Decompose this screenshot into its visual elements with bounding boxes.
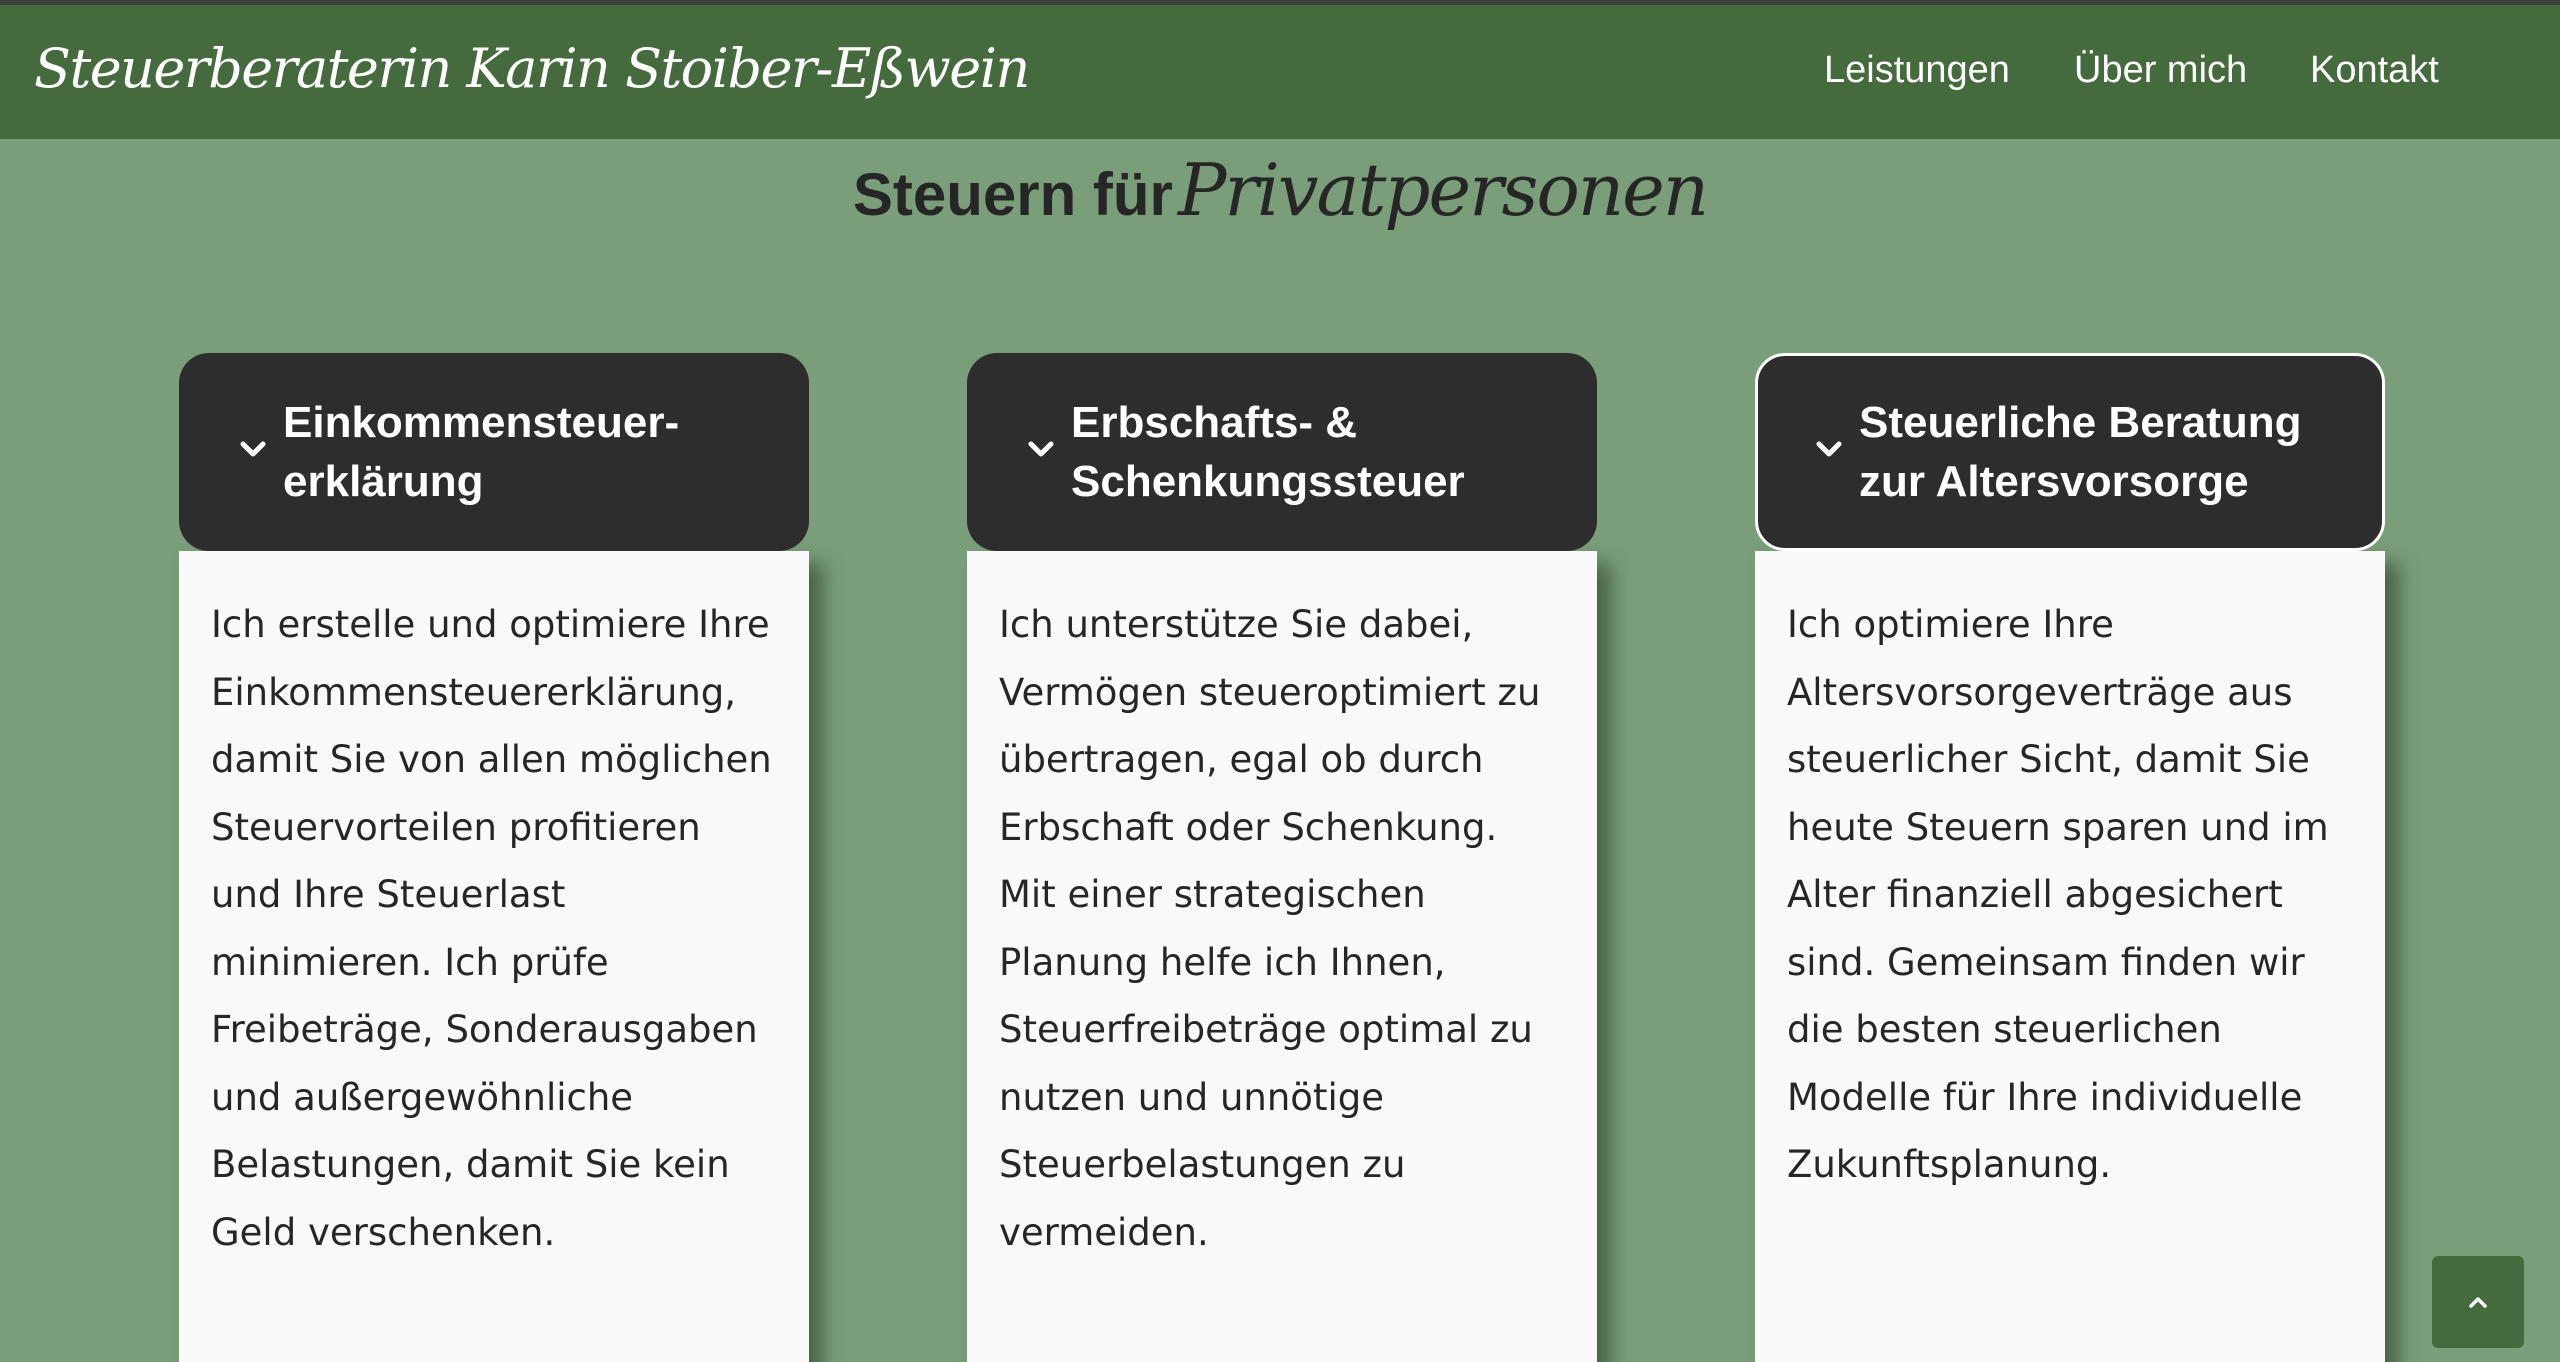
text-line: Erbschaft oder Schenkung. (999, 805, 1498, 849)
text-line: und außergewöhnliche (211, 1075, 634, 1119)
text-line: Steuerbelastungen zu (999, 1143, 1406, 1186)
card-title-line: Steuerliche Beratung (1859, 398, 2302, 447)
text-line: und Ihre Steuerlast (211, 873, 566, 916)
text-line: Vermögen steueroptimiert zu (999, 670, 1541, 714)
card-title (283, 393, 793, 511)
text-line: vermeiden. (999, 1210, 1209, 1254)
text-line: minimieren. Ich prüfe (211, 940, 609, 984)
service-card-einkommensteuer (179, 353, 809, 1362)
card-description (179, 551, 809, 1362)
text-line: sind. Gemeinsam finden wir (1787, 940, 2305, 984)
text-line: Ich erstelle und optimiere Ihre (211, 603, 770, 646)
chevron-down-icon (237, 433, 269, 465)
text-line: Steuerfreibeträge optimal zu (999, 1008, 1533, 1051)
card-title-line: Schenkungssteuer (1071, 457, 1465, 506)
card-description (1755, 551, 2385, 1362)
text-line: Einkommensteuererklärung, (211, 670, 737, 714)
scroll-to-top-button[interactable] (2432, 1256, 2524, 1348)
card-title (1859, 393, 2369, 511)
card-title (1071, 393, 1581, 511)
chevron-up-icon (2463, 1287, 2493, 1317)
text-line: die besten steuerlichen (1787, 1008, 2222, 1051)
text-line: Modelle für Ihre individuelle (1787, 1075, 2303, 1119)
text-line: Ich unterstütze Sie dabei, (999, 603, 1474, 646)
text-line: Geld verschenken. (211, 1210, 556, 1254)
text-line: Freibeträge, Sonderausgaben (211, 1008, 758, 1051)
service-card-erbschaftssteuer (967, 353, 1597, 1362)
text-line: übertragen, egal ob durch (999, 738, 1484, 781)
text-line: damit Sie von allen möglichen (211, 738, 772, 781)
site-brand[interactable]: Steuerberaterin Karin Stoiber-Eßwein (34, 37, 1029, 100)
text-line: Zukunftsplanung. (1787, 1143, 2112, 1186)
chevron-down-icon (1813, 433, 1845, 465)
nav-link-leistungen[interactable]: Leistungen (1824, 49, 2010, 91)
card-title-line: zur Altersvorsorge (1859, 457, 2249, 506)
text-line: nutzen und unnötige (999, 1075, 1384, 1119)
section-title-script: Privatpersonen (1177, 148, 1708, 232)
text-line: Mit einer strategischen (999, 873, 1426, 916)
text-line: steuerlicher Sicht, damit Sie (1787, 738, 2310, 781)
service-card-altersvorsorge (1755, 353, 2385, 1362)
site-header (0, 0, 2560, 139)
card-title-line: Erbschafts- & (1071, 398, 1358, 447)
text-line: Alter finanziell abgesichert (1787, 873, 2283, 916)
chevron-down-icon (1025, 433, 1057, 465)
nav-link-kontakt[interactable]: Kontakt (2310, 49, 2439, 91)
card-title-line: erklärung (283, 457, 484, 506)
text-line: Altersvorsorgeverträge aus (1787, 670, 2293, 714)
section-title-plain: Steuern für (852, 161, 1173, 228)
card-description (967, 551, 1597, 1362)
text-line: Ich optimiere Ihre (1787, 603, 2114, 646)
text-line: heute Steuern sparen und im (1787, 805, 2329, 849)
card-toggle-einkommensteuer[interactable] (179, 353, 809, 551)
text-line: Belastungen, damit Sie kein (211, 1143, 730, 1186)
nav-link-ueber-mich[interactable]: Über mich (2074, 49, 2248, 91)
section-title (0, 148, 2560, 232)
card-toggle-erbschaftssteuer[interactable] (967, 353, 1597, 551)
text-line: Planung helfe ich Ihnen, (999, 940, 1446, 984)
text-line: Steuervorteilen profitieren (211, 805, 701, 849)
card-title-line: Einkommensteuer- (283, 398, 680, 447)
card-toggle-altersvorsorge[interactable] (1755, 353, 2385, 551)
